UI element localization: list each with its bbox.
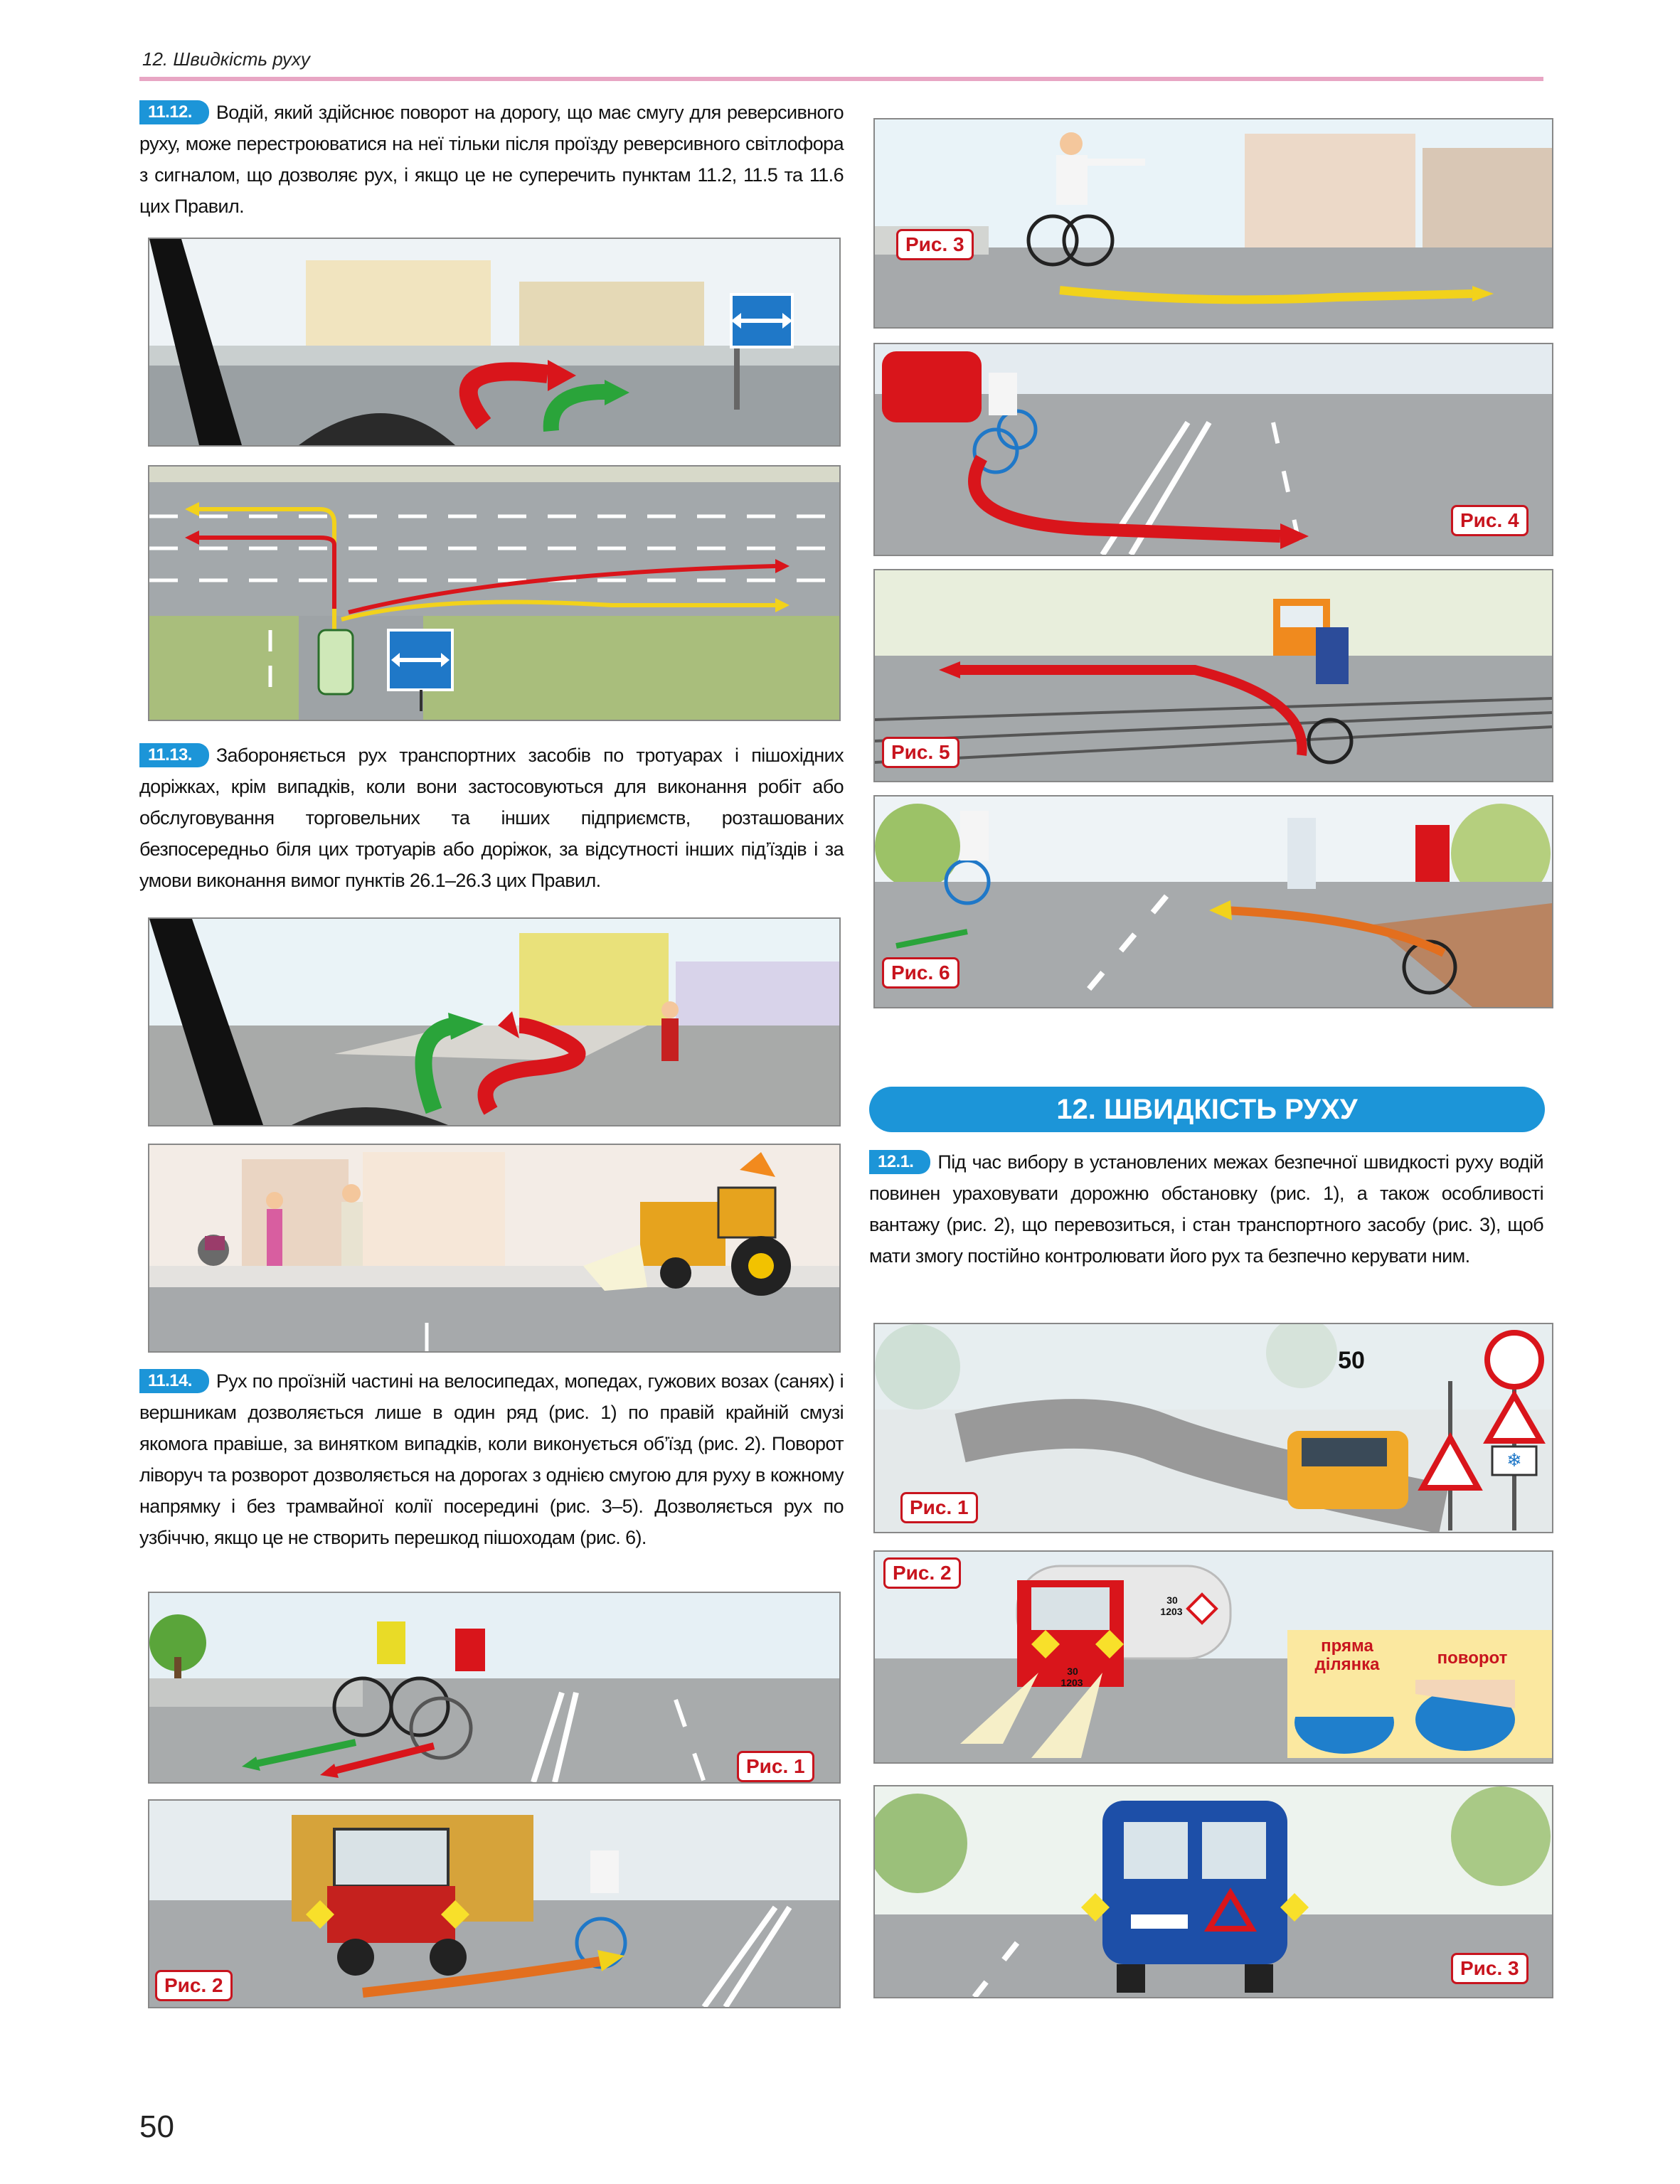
speed-limit-sign-value: 50 [1338, 1347, 1365, 1374]
svg-text:❄: ❄ [1506, 1450, 1522, 1471]
figure-cyclist-overtaking-truck [148, 1799, 841, 2008]
paragraph-badge: 11.14. [139, 1369, 209, 1393]
figure-caption: Рис. 1 [737, 1751, 814, 1782]
figure-cyclist-left-turn-signal [873, 118, 1553, 329]
tank-hazard-plate-top: 30 [1166, 1594, 1178, 1606]
page-number: 50 [139, 2109, 174, 2144]
figure-sidewalk-maintenance-tractor [148, 1144, 841, 1353]
truck-plate-top: 30 [1067, 1666, 1078, 1677]
paragraph-badge: 11.13. [139, 743, 209, 767]
figure-caption: Рис. 5 [882, 737, 959, 768]
paragraph-text: Під час вибору в установлених межах безпечної швидкості руху водій повинен ураховувати дорожню обстановку (рис. 1), а також особливості вантажу (рис. 2), що перевозиться, і стан транспортного засобу (рис. 3), щоб мати змогу постійно контролювати його рух та безпечно керувати ним. [869, 1151, 1543, 1267]
figure-sidewalk-driver-view [148, 917, 841, 1126]
figure-caption: Рис. 3 [896, 229, 974, 260]
figure-caption: Рис. 2 [883, 1557, 961, 1589]
figure-reversible-intersection-plan [148, 465, 841, 721]
section-title-bar: 12. ШВИДКІСТЬ РУХУ [869, 1087, 1545, 1132]
paragraph-11-13 [139, 740, 844, 896]
figure-caption: Рис. 1 [900, 1492, 978, 1523]
truck-plate-bottom: 1203 [1060, 1677, 1083, 1688]
figure-cyclist-tram-tracks [873, 569, 1553, 782]
tank-hazard-plate-bottom: 1203 [1160, 1606, 1183, 1617]
paragraph-11-12 [139, 97, 844, 222]
figure-caption: Рис. 2 [155, 1970, 233, 2001]
running-header: 12. Швидкість руху [142, 48, 310, 70]
label-straight-section: пряма ділянка [1314, 1636, 1380, 1674]
paragraph-text: Забороняється рух транспортних засобів по тротуарах і пішохідних доріжках, крім випадків, коли вони застосовуються для виконання робіт або обслуговування торговельних та інших підприємств, розташованих безпосередньо біля цих тротуарів або доріжок, за відсутності інших під’їздів і за умови виконання вимог пунктів 26.1–26.3 цих Правил. [139, 745, 844, 891]
header-rule [139, 77, 1543, 81]
paragraph-text: Рух по проїзній частині на велосипедах, мопедах, гужових возах (санях) і вершникам дозволяється лише в один ряд (рис. 1) по правій крайній смузі якомога правіше, за винятком випадків, коли виконується об’їзд (рис. 2). Поворот ліворуч та розворот дозволяється на дорогах з однією смугою для руху в кожному напрямку і без трамвайної колії посередині (рис. 3–5). Дозволяється рух по узбіччю, якщо це не створить перешкод пішоходам (рис. 6). [139, 1370, 844, 1548]
figure-reversible-turn-view [148, 238, 841, 447]
label-turn: поворот [1437, 1648, 1508, 1668]
figure-caption: Рис. 6 [882, 957, 959, 989]
paragraph-text: Водій, який здійснює поворот на дорогу, що має смугу для реверсивного руху, може перестроюватися на неї тільки після проїзду реверсивного світлофора з сигналом, що дозволяє рух, і якщо це не суперечить пунктам 11.2, 11.5 та 11.6 цих Правил. [139, 102, 844, 217]
paragraph-11-14 [139, 1365, 844, 1553]
figure-caption: Рис. 3 [1451, 1953, 1529, 1984]
figure-caption: Рис. 4 [1451, 505, 1529, 536]
paragraph-badge: 11.12. [139, 100, 209, 124]
paragraph-badge: 12.1. [869, 1150, 930, 1174]
figure-speed-cargo-tanker [873, 1550, 1553, 1764]
paragraph-12-1 [869, 1146, 1543, 1272]
figure-cyclist-shoulder [873, 795, 1553, 1008]
